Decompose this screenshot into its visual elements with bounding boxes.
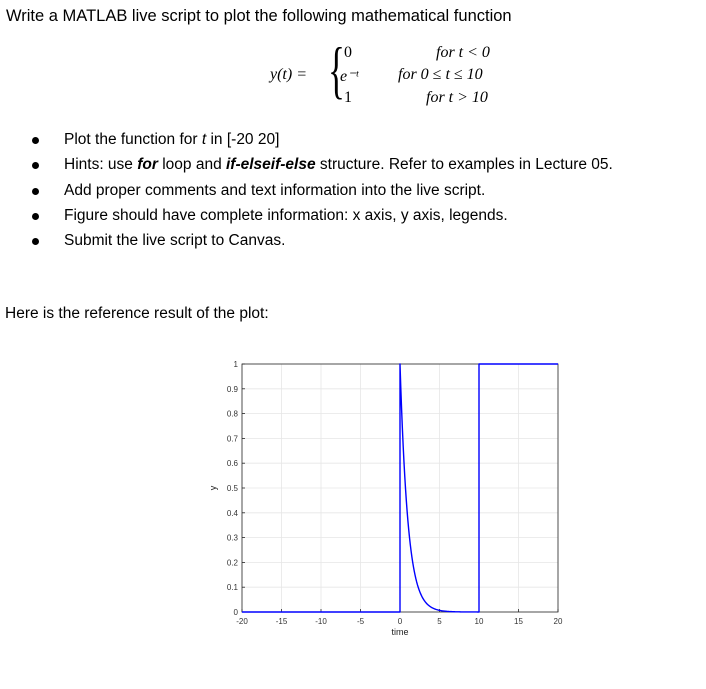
instruction-item xyxy=(30,231,613,256)
instruction-text: Add proper comments and text information into the live script. xyxy=(64,181,486,199)
instruction-item xyxy=(30,181,613,206)
bullet-dot-icon xyxy=(32,238,39,245)
x-tick-label: -10 xyxy=(315,617,327,626)
reference-note: Here is the reference result of the plot: xyxy=(5,305,269,322)
y-axis-label: y xyxy=(208,485,218,491)
instruction-text: Submit the live script to Canvas. xyxy=(64,232,286,250)
x-tick-label: 5 xyxy=(437,617,442,626)
bullet-dot-icon xyxy=(32,213,39,220)
instruction-text: if-elseif-else xyxy=(226,156,316,174)
y-tick-label: 0.1 xyxy=(226,583,238,593)
instruction-text: Plot the function for xyxy=(64,131,202,148)
instruction-text: for xyxy=(137,156,158,174)
problem-title: Write a MATLAB live script to plot the following mathematical function xyxy=(6,7,512,25)
y-tick-label: 0 xyxy=(233,608,238,617)
x-tick-label: -15 xyxy=(275,617,288,626)
instruction-text: t xyxy=(201,131,207,148)
y-tick-label: 0.4 xyxy=(226,508,238,518)
y-tick-label: 0.8 xyxy=(226,409,238,419)
x-tick-label: 15 xyxy=(514,617,523,626)
instruction-text: loop and xyxy=(157,156,226,174)
x-tick-label: 0 xyxy=(397,617,403,626)
x-tick-label: 10 xyxy=(474,617,484,626)
equation-lhs: y(t) = xyxy=(270,66,307,83)
x-tick-label: 20 xyxy=(553,617,563,626)
case-value-2: e⁻ᵗ xyxy=(340,68,359,85)
instruction-item xyxy=(30,155,613,180)
bullet-dot-icon xyxy=(32,162,39,169)
instruction-text: Figure should have complete information: x axis, y axis, legends. xyxy=(64,206,508,224)
case-value-1: 0 xyxy=(344,44,352,61)
x-axis-label: time xyxy=(391,627,409,637)
x-tick-label: -5 xyxy=(356,617,365,626)
case-condition-3: for t > 10 xyxy=(426,89,488,106)
y-tick-label: 0.2 xyxy=(226,558,238,568)
instruction-text: in [-20 20] xyxy=(206,131,280,148)
y-tick-label: 0.5 xyxy=(226,484,238,493)
left-brace: { xyxy=(328,34,345,105)
instruction-list xyxy=(30,130,613,256)
y-tick-label: 0.7 xyxy=(226,434,238,444)
y-tick-label: 0.9 xyxy=(226,384,238,394)
y-tick-label: 0.3 xyxy=(226,533,238,543)
bullet-dot-icon xyxy=(32,137,39,144)
case-value-3: 1 xyxy=(344,89,352,106)
bullet-dot-icon xyxy=(32,188,39,195)
instruction-text: Hints: use xyxy=(64,156,138,174)
y-tick-label: 0.6 xyxy=(226,459,238,469)
reference-plot xyxy=(200,352,570,652)
instruction-text: structure. Refer to examples in Lecture 05. xyxy=(315,156,613,174)
instruction-item xyxy=(30,206,613,231)
x-tick-label: -20 xyxy=(236,617,248,626)
case-condition-2: for 0 ≤ t ≤ 10 xyxy=(398,66,483,83)
instruction-item xyxy=(30,130,613,155)
y-tick-label: 1 xyxy=(233,360,238,369)
case-condition-1: for t < 0 xyxy=(436,44,490,61)
